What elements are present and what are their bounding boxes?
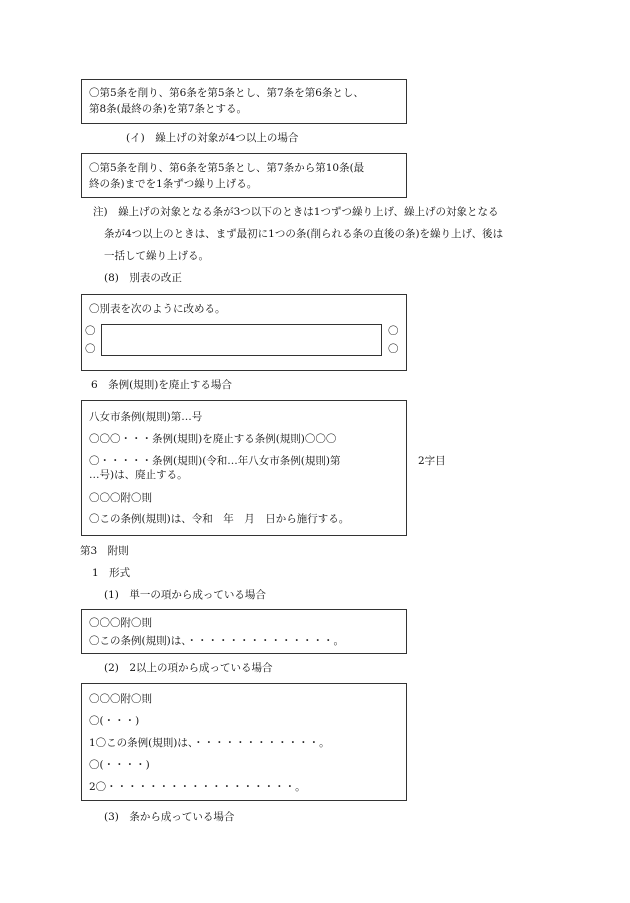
- box4-line2: 〇〇〇・・・条例(規則)を廃止する条例(規則)〇〇〇: [89, 433, 337, 445]
- circle-left-top: 〇: [85, 325, 96, 337]
- item-1-heading: 1 形式: [92, 567, 131, 579]
- note-line1: 注) 繰上げの対象となる条が3つ以下のときは1つずつ繰り上げ、繰上げの対象となる: [93, 206, 499, 218]
- appendix-table-frame: [101, 324, 382, 356]
- heading-i: (イ) 繰上げの対象が4つ以上の場合: [126, 132, 299, 144]
- heading-s3: (3) 条から成っている場合: [104, 811, 235, 823]
- section-3-heading: 第3 附則: [80, 545, 129, 557]
- note-line3: 一括して繰り上げる。: [104, 250, 209, 262]
- amendment-example-box-2: [81, 153, 407, 198]
- heading-6: 6 条例(規則)を廃止する場合: [91, 379, 232, 391]
- heading-s1: (1) 単一の項から成っている場合: [104, 589, 266, 601]
- box1-line2: 第8条(最終の条)を第7条とする。: [89, 103, 248, 115]
- circle-left-bottom: 〇: [85, 343, 96, 355]
- box5-line1: 〇〇〇附〇則: [89, 617, 152, 629]
- box4-line1: 八女市条例(規則)第…号: [89, 411, 203, 423]
- box2-line2: 終の条)までを1条ずつ繰り上げる。: [89, 178, 258, 190]
- box4-line4: …号)は、廃止する。: [89, 469, 188, 481]
- box4-line6: 〇この条例(規則)は、令和 年 月 日から施行する。: [89, 513, 350, 525]
- box6-line5: 2〇・・・・・・・・・・・・・・・・・・。: [89, 781, 306, 793]
- circle-right-bottom: 〇: [388, 343, 399, 355]
- box6-line4: 〇(・・・・): [89, 759, 150, 771]
- box5-line2: 〇この条例(規則)は、・・・・・・・・・・・・・・。: [89, 635, 344, 647]
- box1-line1: 〇第5条を削り、第6条を第5条とし、第7条を第6条とし、: [89, 87, 364, 99]
- box2-line1: 〇第5条を削り、第6条を第5条とし、第7条から第10条(最: [89, 162, 365, 174]
- heading-s2: (2) 2以上の項から成っている場合: [104, 662, 273, 674]
- box3-line1: 〇別表を次のように改める。: [89, 303, 226, 315]
- side-note: 2字目: [418, 455, 446, 467]
- box6-line2: 〇(・・・): [89, 715, 140, 727]
- box6-line1: 〇〇〇附〇則: [89, 693, 152, 705]
- box6-line3: 1〇この条例(規則)は、・・・・・・・・・・・・。: [89, 737, 330, 749]
- box4-line3: 〇・・・・・条例(規則)(令和…年八女市条例(規則)第: [89, 455, 341, 467]
- heading-8: (8) 別表の改正: [104, 272, 182, 284]
- box4-line5: 〇〇〇附〇則: [89, 492, 152, 504]
- circle-right-top: 〇: [388, 325, 399, 337]
- note-line2: 条が4つ以上のときは、まず最初に1つの条(削られる条の直後の条)を繰り上げ、後は: [104, 228, 504, 240]
